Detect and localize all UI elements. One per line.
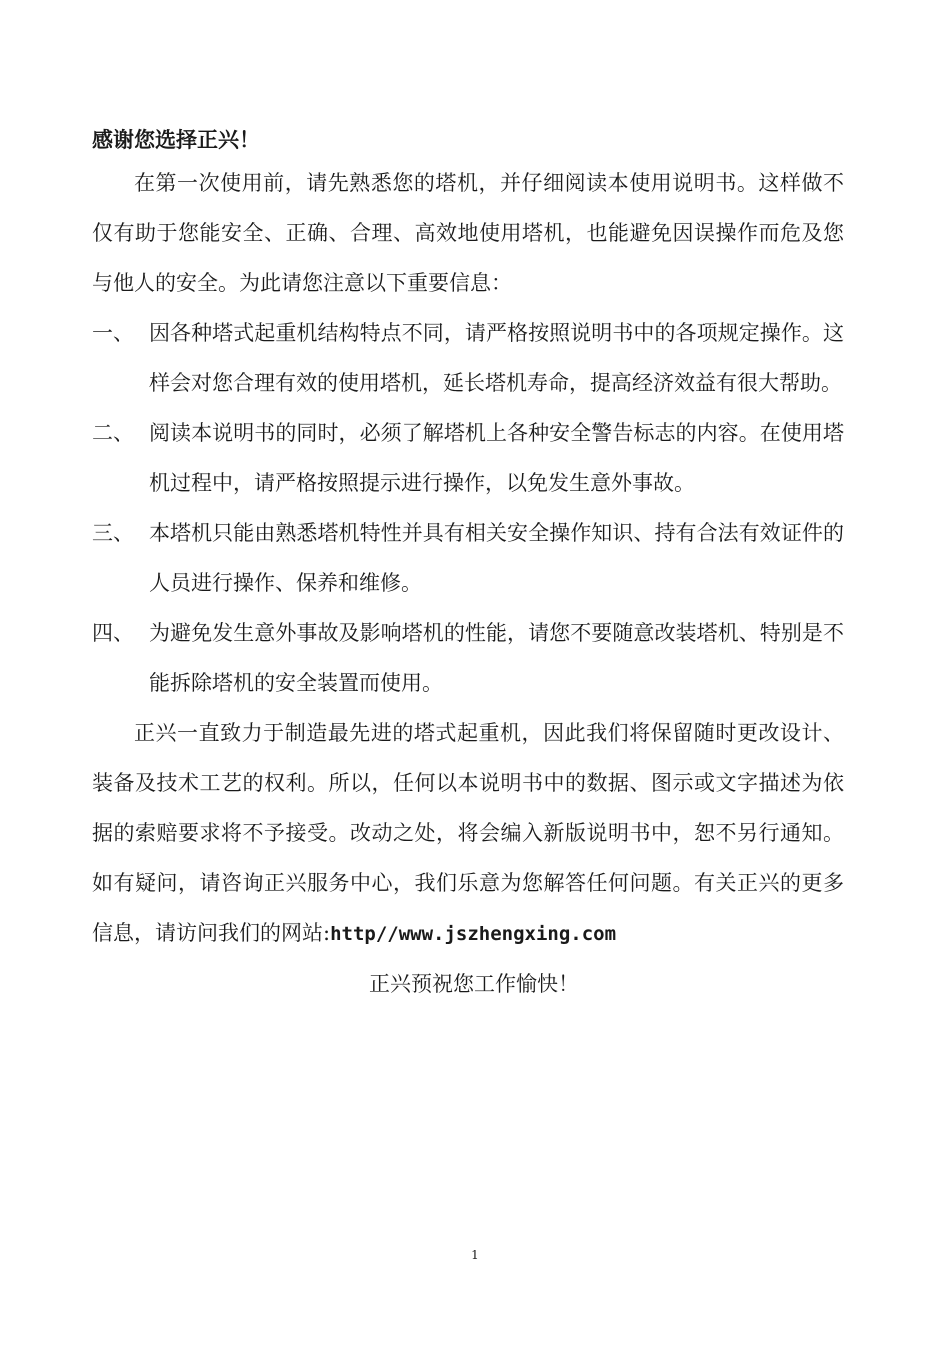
notice-list bbox=[92, 308, 844, 708]
list-marker: 三、 bbox=[92, 521, 134, 545]
body-paragraph bbox=[92, 708, 844, 959]
intro-paragraph: 在第一次使用前，请先熟悉您的塔机，并仔细阅读本使用说明书。这样做不仅有助于您能安全、正确、合理、高效地使用塔机，也能避免因误操作而危及您与他人的安全。为此请您注意以下重要信息： bbox=[92, 171, 844, 295]
list-item bbox=[92, 308, 844, 408]
list-marker: 四、 bbox=[92, 621, 134, 645]
list-item-text: 阅读本说明书的同时，必须了解塔机上各种安全警告标志的内容。在使用塔机过程中，请严格按照提示进行操作，以免发生意外事故。 bbox=[149, 421, 844, 495]
list-item-text: 因各种塔式起重机结构特点不同，请严格按照说明书中的各项规定操作。这样会对您合理有效的使用塔机，延长塔机寿命，提高经济效益有很大帮助。 bbox=[149, 321, 844, 395]
page-content bbox=[92, 122, 844, 1009]
list-item bbox=[92, 608, 844, 708]
list-marker: 二、 bbox=[92, 421, 134, 445]
website-link[interactable]: http//www.jszhengxing.com bbox=[330, 923, 617, 945]
page-title: 感谢您选择正兴！ bbox=[92, 128, 260, 152]
list-marker: 一、 bbox=[92, 321, 134, 345]
page-number: 1 bbox=[471, 1248, 479, 1262]
list-item bbox=[92, 508, 844, 608]
list-item-text: 为避免发生意外事故及影响塔机的性能，请您不要随意改装塔机、特别是不能拆除塔机的安全装置而使用。 bbox=[149, 621, 844, 695]
body-text: 正兴一直致力于制造最先进的塔式起重机，因此我们将保留随时更改设计、装备及技术工艺的权利。所以，任何以本说明书中的数据、图示或文字描述为依据的索赔要求将不予接受。改动之处，将会编入新版说明书中，恕不另行通知。如有疑问，请咨询正兴服务中心，我们乐意为您解答任何问题。有关正兴的更多信息，请访问我们的网站: bbox=[92, 721, 844, 945]
list-item-text: 本塔机只能由熟悉塔机特性并具有相关安全操作知识、持有合法有效证件的人员进行操作、保养和维修。 bbox=[149, 521, 844, 595]
closing-line: 正兴预祝您工作愉快！ bbox=[369, 972, 579, 996]
list-item bbox=[92, 408, 844, 508]
